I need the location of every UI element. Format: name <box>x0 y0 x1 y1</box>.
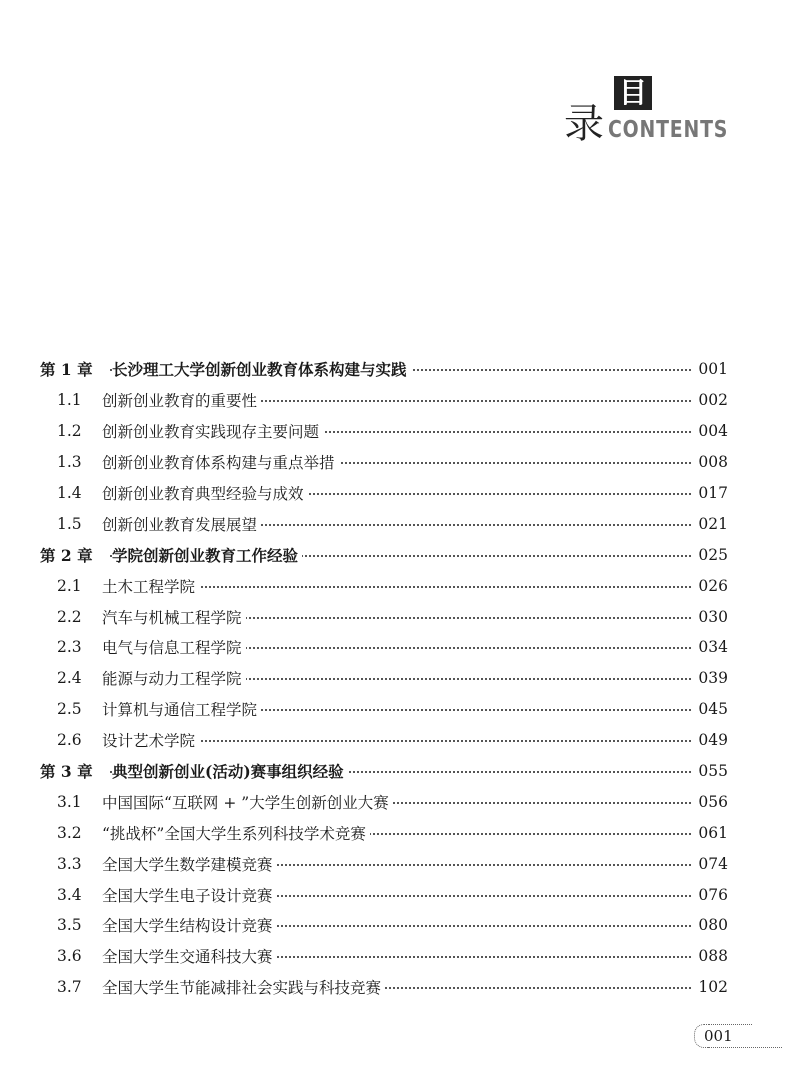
toc-entry-page: 080 <box>691 916 728 934</box>
toc-entry-page: 055 <box>691 762 728 780</box>
toc-entry-number: 3.3 <box>57 854 82 873</box>
toc-entry-page: 034 <box>691 638 728 656</box>
toc-entry-title: 中国国际“互联网 + ”大学生创新创业大赛 <box>102 791 393 813</box>
toc-entry-page: 025 <box>691 546 728 564</box>
toc-section-row[interactable] <box>0 416 790 447</box>
toc-section-row[interactable] <box>0 447 790 478</box>
toc-entry-title: 创新创业教育典型经验与成效 <box>102 482 308 504</box>
toc-entry-title: “挑战杯”全国大学生系列科技学术竞赛 <box>102 822 370 844</box>
toc-entry-title: 全国大学生结构设计竞赛 <box>102 914 277 936</box>
toc-entry-number: 2.3 <box>57 638 82 657</box>
toc-entry-page: 061 <box>691 824 728 842</box>
toc-entry-number: 1.3 <box>57 453 82 472</box>
toc-entry-number: 3.6 <box>57 947 82 966</box>
toc-entry-title: 学院创新创业教育工作经验 <box>112 544 302 566</box>
toc-entry-number: 第 3 章 <box>40 762 93 782</box>
toc-entry-title: 创新创业教育发展展望 <box>102 513 261 535</box>
toc-section-row[interactable] <box>0 663 790 694</box>
toc-entry-title: 创新创业教育实践现存主要问题 <box>102 420 323 442</box>
toc-entry-title: 全国大学生节能减排社会实践与科技竞赛 <box>102 976 385 998</box>
toc-section-row[interactable] <box>0 385 790 416</box>
toc-entry-title: 能源与动力工程学院 <box>102 667 246 689</box>
toc-entry-number: 2.4 <box>57 669 82 688</box>
toc-entry-title: 设计艺术学院 <box>102 729 199 751</box>
toc-entry-page: 074 <box>691 855 728 873</box>
footer-rule-top <box>708 1024 752 1025</box>
toc-section-row[interactable] <box>0 478 790 509</box>
toc-entry-page: 008 <box>691 453 728 471</box>
toc-entry-number: 2.6 <box>57 731 82 750</box>
header-contents-label: CONTENTS <box>608 117 729 143</box>
toc-entry-title: 创新创业教育体系构建与重点举措 <box>102 451 339 473</box>
toc-section-row[interactable] <box>0 941 790 972</box>
toc-entry-page: 021 <box>691 515 728 533</box>
toc-entry-title: 长沙理工大学创新创业教育体系构建与实践 <box>112 358 411 380</box>
header-mu-char: 目 <box>614 76 652 110</box>
toc-header <box>562 72 742 147</box>
toc-section-row[interactable] <box>0 632 790 663</box>
toc-entry-number: 3.5 <box>57 916 82 935</box>
toc-entry-number: 2.1 <box>57 576 82 595</box>
toc-entry-number: 第 1 章 <box>40 360 93 380</box>
toc-entry-number: 2.5 <box>57 700 82 719</box>
toc-entry-page: 002 <box>691 391 728 409</box>
header-lu-char: 录 <box>564 101 604 147</box>
toc-entry-page: 088 <box>691 947 728 965</box>
toc-entry-title: 典型创新创业(活动)赛事组织经验 <box>112 760 348 782</box>
toc-entry-number: 1.5 <box>57 514 82 533</box>
toc-entry-title: 全国大学生数学建模竞赛 <box>102 853 277 875</box>
toc-section-row[interactable] <box>0 972 790 1003</box>
toc-entry-number: 1.1 <box>57 391 82 410</box>
table-of-contents <box>0 354 790 1003</box>
toc-chapter-row[interactable] <box>0 756 790 787</box>
toc-entry-title: 创新创业教育的重要性 <box>102 389 261 411</box>
toc-section-row[interactable] <box>0 570 790 601</box>
toc-section-row[interactable] <box>0 694 790 725</box>
toc-entry-number: 3.1 <box>57 792 82 811</box>
toc-entry-number: 3.4 <box>57 885 82 904</box>
toc-entry-page: 004 <box>691 422 728 440</box>
toc-entry-number: 1.4 <box>57 484 82 502</box>
toc-entry-number: 第 2 章 <box>40 545 93 565</box>
toc-entry-title: 全国大学生交通科技大赛 <box>102 945 277 967</box>
toc-section-row[interactable] <box>0 910 790 941</box>
toc-entry-page: 017 <box>691 484 728 502</box>
toc-entry-page: 045 <box>691 700 728 718</box>
toc-section-row[interactable] <box>0 879 790 910</box>
toc-section-row[interactable] <box>0 508 790 539</box>
toc-entry-number: 1.2 <box>57 422 82 441</box>
toc-entry-title: 土木工程学院 <box>102 575 199 597</box>
toc-entry-page: 056 <box>691 793 728 811</box>
toc-entry-page: 076 <box>691 886 728 904</box>
toc-entry-page: 049 <box>691 731 728 749</box>
toc-entry-title: 全国大学生电子设计竞赛 <box>102 884 277 906</box>
toc-section-row[interactable] <box>0 848 790 879</box>
page-number: 001 <box>704 1027 733 1045</box>
toc-entry-title: 电气与信息工程学院 <box>102 636 246 658</box>
toc-entry-page: 001 <box>691 360 728 378</box>
toc-entry-number: 3.2 <box>57 823 82 842</box>
toc-section-row[interactable] <box>0 786 790 817</box>
toc-entry-number: 3.7 <box>57 978 82 997</box>
toc-chapter-row[interactable] <box>0 354 790 385</box>
toc-entry-title: 计算机与通信工程学院 <box>102 698 261 720</box>
toc-entry-title: 汽车与机械工程学院 <box>102 606 246 628</box>
toc-chapter-row[interactable] <box>0 539 790 570</box>
toc-section-row[interactable] <box>0 601 790 632</box>
page-footer <box>694 1024 742 1048</box>
toc-entry-page: 102 <box>691 978 728 996</box>
toc-entry-page: 030 <box>691 608 728 626</box>
toc-entry-page: 039 <box>691 669 728 687</box>
toc-section-row[interactable] <box>0 817 790 848</box>
toc-entry-number: 2.2 <box>57 607 82 626</box>
toc-section-row[interactable] <box>0 725 790 756</box>
footer-rule-bottom <box>708 1047 782 1048</box>
toc-entry-page: 026 <box>691 577 728 595</box>
